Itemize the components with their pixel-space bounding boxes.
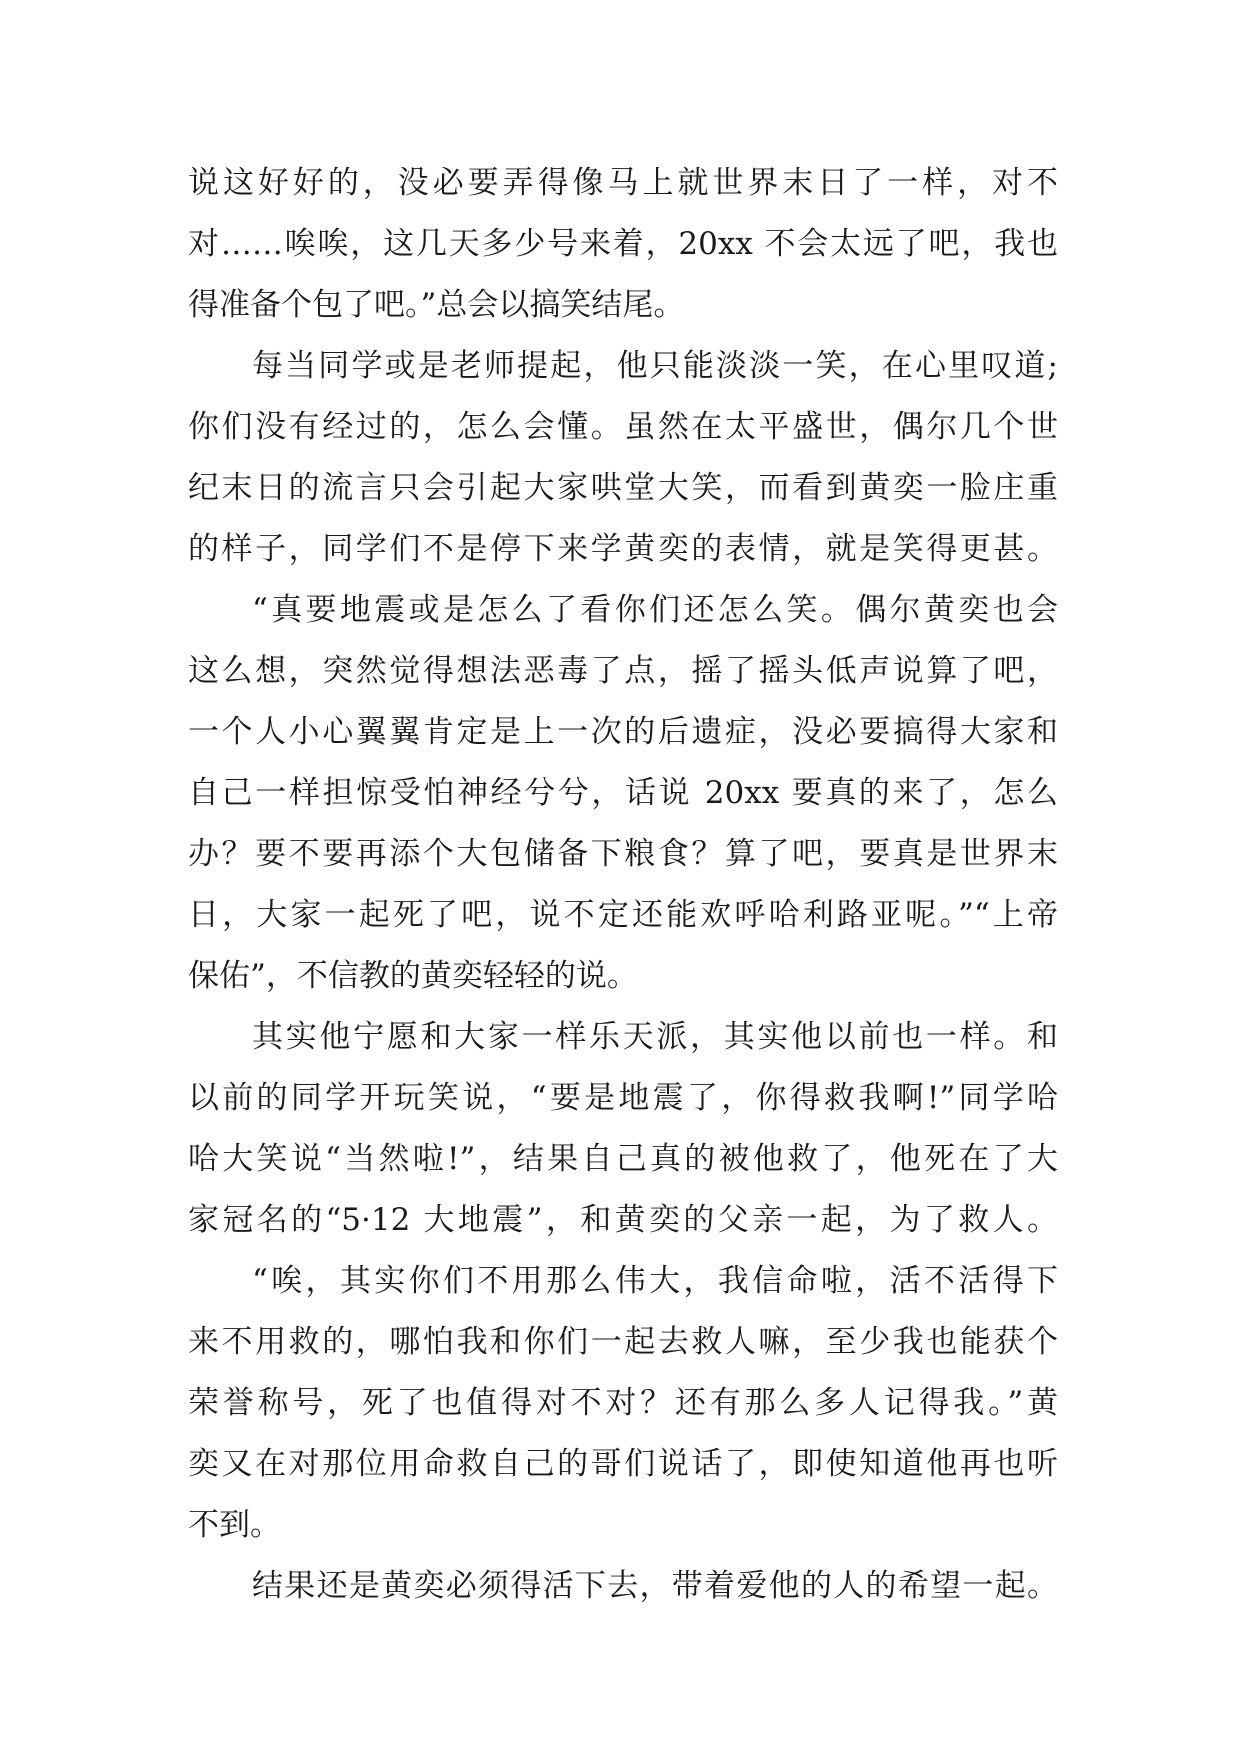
text-line: 以前的同学开玩笑说，“要是地震了，你得救我啊!”同学哈 xyxy=(188,1080,1058,1116)
text-line: 纪末日的流言只会引起大家哄堂大笑，而看到黄奕一脸庄重 xyxy=(188,470,1058,506)
paragraph-first-line: “真要地震或是怎么了看你们还怎么笑。偶尔黄奕也会 xyxy=(252,592,1058,628)
text-line: 保佑”，不信教的黄奕轻轻的说。 xyxy=(188,958,638,994)
paragraph-first-line: 结果还是黄奕必须得活下去，带着爱他的人的希望一起。 xyxy=(252,1568,1058,1604)
text-line: 日，大家一起死了吧，说不定还能欢呼哈利路亚呢。”“上帝 xyxy=(188,897,1058,933)
text-line: 得准备个包了吧。”总会以搞笑结尾。 xyxy=(188,287,685,323)
text-line: 这么想，突然觉得想法恶毒了点，摇了摇头低声说算了吧， xyxy=(188,653,1058,689)
text-line: 的样子，同学们不是停下来学黄奕的表情，就是笑得更甚。 xyxy=(188,531,1058,567)
paragraph-first-line: 其实他宁愿和大家一样乐天派，其实他以前也一样。和 xyxy=(252,1019,1058,1055)
text-line: 你们没有经过的，怎么会懂。虽然在太平盛世，偶尔几个世 xyxy=(188,409,1058,445)
text-line: 说这好好的，没必要弄得像马上就世界末日了一样，对不 xyxy=(188,165,1058,201)
paragraph-first-line: 每当同学或是老师提起，他只能淡淡一笑，在心里叹道; xyxy=(252,348,1058,384)
text-line: 不到。 xyxy=(188,1507,281,1543)
text-line: 来不用救的，哪怕我和你们一起去救人嘛，至少我也能获个 xyxy=(188,1324,1058,1360)
paragraph-first-line: “唉，其实你们不用那么伟大，我信命啦，活不活得下 xyxy=(252,1263,1058,1299)
body-text xyxy=(188,153,1058,1617)
text-line: 对……唉唉，这几天多少号来着，20xx 不会太远了吧，我也 xyxy=(188,226,1058,262)
text-line: 哈大笑说“当然啦!”，结果自己真的被他救了，他死在了大 xyxy=(188,1141,1058,1177)
text-line: 家冠名的“5·12 大地震”，和黄奕的父亲一起，为了救人。 xyxy=(188,1202,1058,1238)
text-line: 荣誉称号，死了也值得对不对？还有那么多人记得我。”黄 xyxy=(188,1385,1058,1421)
text-line: 办？要不要再添个大包储备下粮食？算了吧，要真是世界末 xyxy=(188,836,1058,872)
text-line: 自己一样担惊受怕神经兮兮，话说 20xx 要真的来了，怎么 xyxy=(188,775,1058,811)
text-line: 奕又在对那位用命救自己的哥们说话了，即使知道他再也听 xyxy=(188,1446,1058,1482)
text-line: 一个人小心翼翼肯定是上一次的后遗症，没必要搞得大家和 xyxy=(188,714,1058,750)
